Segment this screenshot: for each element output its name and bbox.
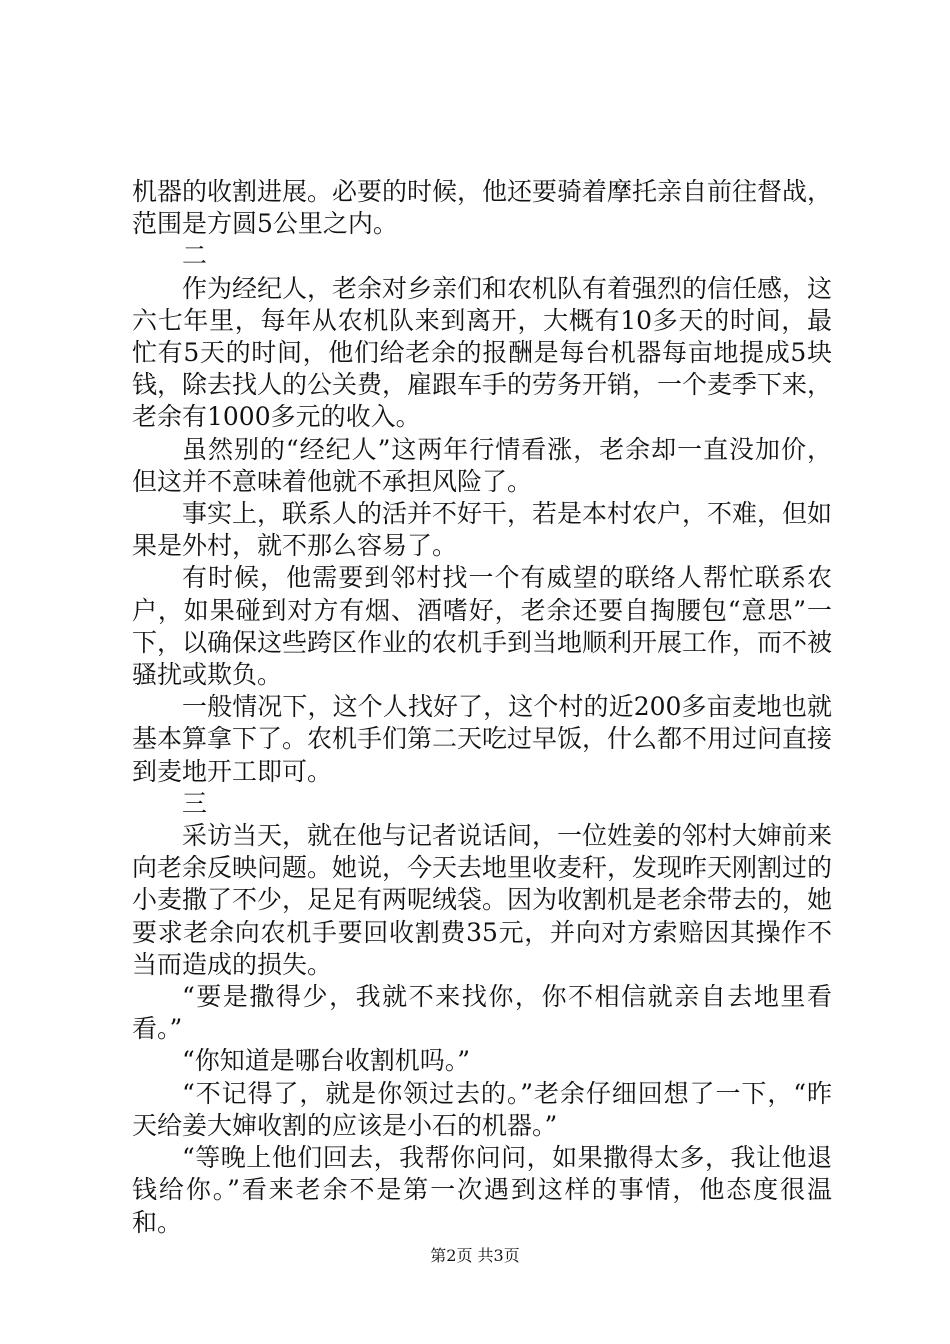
section-number-two: 二 <box>182 241 208 271</box>
section-number-three: 三 <box>182 788 208 818</box>
paragraph: 事实上，联系人的活并不好干，若是本村农户，不难，但如果是外村，就不那么容易了。 <box>132 499 833 561</box>
paragraph: 作为经纪人，老余对乡亲们和农机队有着强烈的信任感，这六七年里，每年从农机队来到离开，大概有10多天的时间，最忙有5天的时间，他们给老余的报酬是每台机器每亩地提成5块钱，除去找人的公关费，雇跟车手的劳务开销，一个麦季下来，老余有1000多元的收入。 <box>132 273 833 432</box>
paragraph: 虽然别的“经纪人”这两年行情看涨，老余却一直没加价，但这并不意味着他就不承担风险了。 <box>132 434 832 496</box>
dialogue-paragraph: “你知道是哪台收割机吗。” <box>182 1046 471 1076</box>
page-number-label: 第2页 共3页 <box>430 1246 520 1265</box>
dialogue-paragraph: “等晚上他们回去，我帮你问问，如果撒得太多，我让他退钱给你。”看来老余不是第一次遇到这样的事情，他态度很温和。 <box>132 1143 832 1237</box>
article-body <box>132 176 832 1239</box>
paragraph-continuation: 机器的收割进展。必要的时候，他还要骑着摩托亲自前往督战，范围是方圆5公里之内。 <box>132 177 833 239</box>
paragraph: 一般情况下，这个人找好了，这个村的近200多亩麦地也就基本算拿下了。农机手们第二天吃过早饭，什么都不用过问直接到麦地开工即可。 <box>132 692 833 786</box>
dialogue-paragraph: “不记得了，就是你领过去的。”老余仔细回想了一下，“昨天给姜大婶收割的应该是小石的机器。” <box>132 1078 832 1140</box>
page-footer <box>0 1243 950 1266</box>
paragraph: 采访当天，就在他与记者说话间，一位姓姜的邻村大婶前来向老余反映问题。她说，今天去地里收麦秆，发现昨天刚割过的小麦撒了不少，足足有两呢绒袋。因为收割机是老余带去的，她要求老余向农机手要回收割费35元，并向对方索赔因其操作不当而造成的损失。 <box>132 821 833 979</box>
dialogue-paragraph: “要是撒得少，我就不来找你，你不相信就亲自去地里看看。” <box>132 982 832 1044</box>
paragraph: 有时候，他需要到邻村找一个有威望的联络人帮忙联系农户，如果碰到对方有烟、酒嗜好，老余还要自掏腰包“意思”一下，以确保这些跨区作业的农机手到当地顺利开展工作，而不被骚扰或欺负。 <box>132 563 833 690</box>
